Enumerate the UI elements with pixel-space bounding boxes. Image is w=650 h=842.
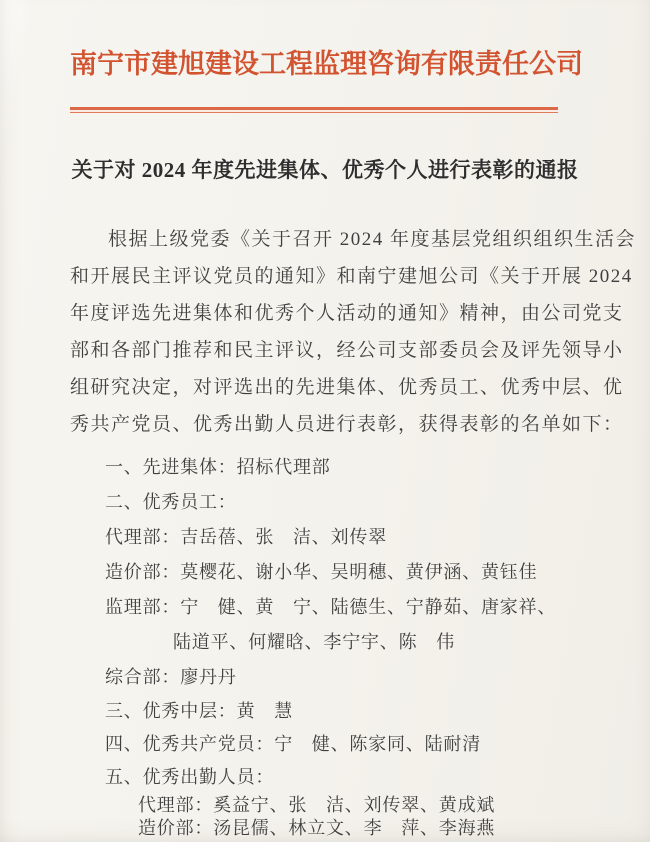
paragraph-line: 年度评选先进集体和优秀个人活动的通知》精神，由公司党支: [70, 303, 624, 324]
letterhead-divider-rule: [70, 107, 558, 113]
paragraph-line: 部和各部门推荐和民主评议，经公司支部委员会及评先领导小: [70, 340, 624, 361]
list-line-attendance-cost-dept: 造价部：汤昆儒、林立文、李 萍、李海燕: [138, 818, 496, 838]
paragraph-line: 根据上级党委《关于召开 2024 年度基层党组织组织生活会: [108, 229, 637, 250]
list-line-attendance-agency-dept: 代理部：奚益宁、张 洁、刘传翠、黄成斌: [138, 795, 496, 815]
list-line-cost-dept: 造价部：莫樱花、谢小华、吴明穗、黄伊涵、黄钰佳: [105, 562, 538, 582]
list-line-excellent-attendance-heading: 五、优秀出勤人员：: [105, 767, 275, 787]
list-line-agency-dept: 代理部：吉岳蓓、张 洁、刘传翠: [105, 527, 387, 547]
document-title: 关于对 2024 年度先进集体、优秀个人进行表彰的通报: [71, 158, 579, 182]
list-line-supervision-dept-cont: 陆道平、何耀晗、李宁宇、陈 伟: [173, 632, 455, 652]
paragraph-line: 和开展民主评议党员的通知》和南宁建旭公司《关于开展 2024: [70, 266, 633, 287]
company-letterhead-title: 南宁市建旭建设工程监理咨询有限责任公司: [70, 49, 583, 79]
list-line-advanced-collective: 一、先进集体：招标代理部: [105, 457, 331, 477]
list-line-supervision-dept: 监理部：宁 健、黄 宁、陆德生、宁静茹、唐家祥、: [105, 597, 557, 617]
paragraph-line: 秀共产党员、优秀出勤人员进行表彰，获得表彰的名单如下：: [70, 414, 624, 435]
list-line-excellent-staff-heading: 二、优秀员工：: [105, 492, 237, 512]
list-line-general-dept: 综合部：廖丹丹: [105, 667, 237, 687]
paragraph-line: 组研究决定，对评选出的先进集体、优秀员工、优秀中层、优: [70, 377, 624, 398]
intro-paragraph: [70, 221, 637, 443]
list-line-excellent-party-members: 四、优秀共产党员：宁 健、陈家同、陆耐清: [105, 734, 481, 754]
list-line-excellent-middle-mgmt: 三、优秀中层：黄 慧: [105, 701, 293, 721]
award-list: [70, 450, 580, 840]
